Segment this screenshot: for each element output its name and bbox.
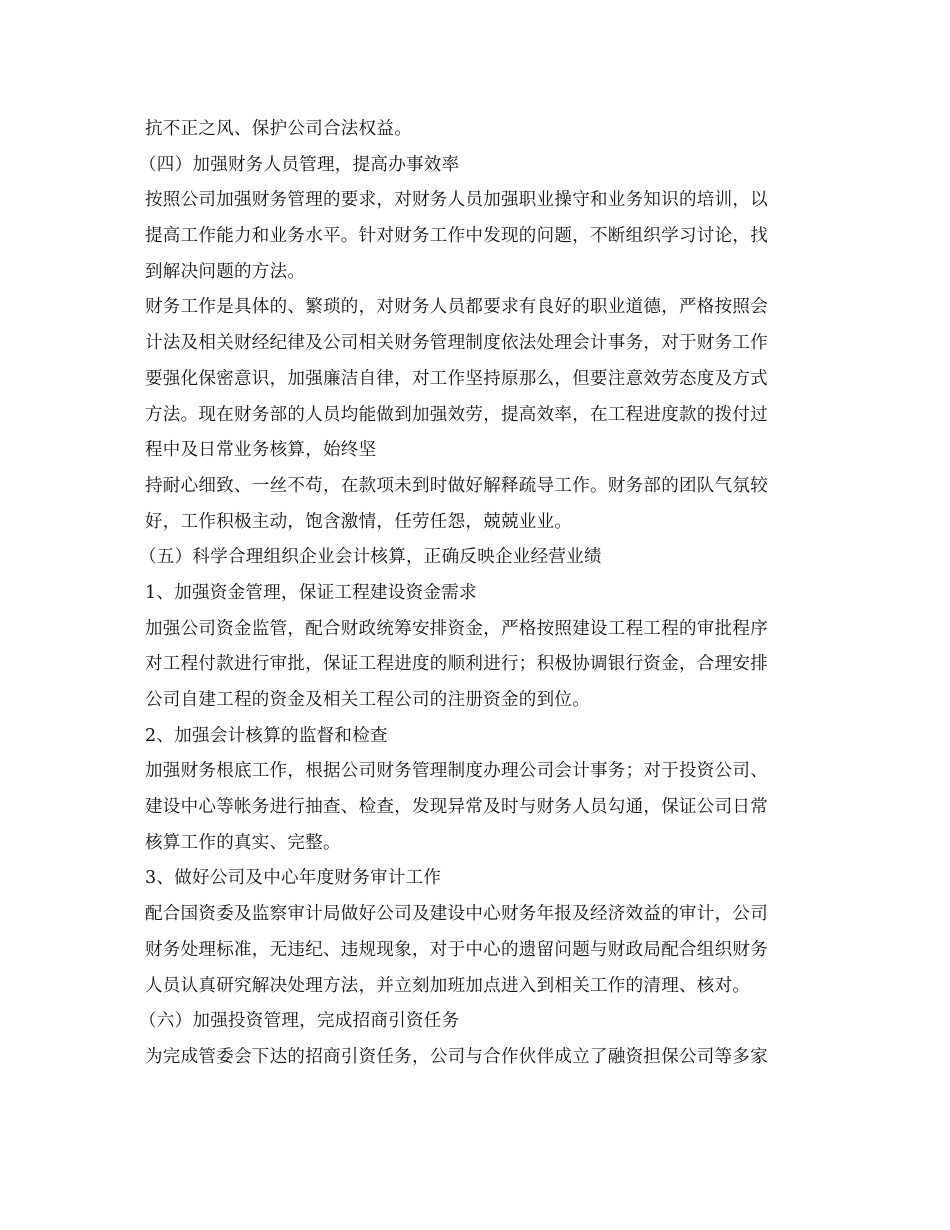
section-heading: （六）加强投资管理，完成招商引资任务 (139, 1011, 460, 1032)
text-line: 按照公司加强财务管理的要求，对财务人员加强职业操守和业务知识的培训，以 (145, 190, 768, 211)
subsection-heading: 2、加强会计核算的监督和检查 (145, 725, 388, 746)
text-line: 对工程付款进行审批，保证工程进度的顺利进行；积极协调银行资金，合理安排 (145, 654, 768, 675)
text-line: 为完成管委会下达的招商引资任务，公司与合作伙伴成立了融资担保公司等多家 (145, 1046, 768, 1067)
text-line: 抗不正之风、保护公司合法权益。 (145, 119, 412, 139)
section-heading: （五）科学合理组织企业会计核算，正确反映企业经营业绩 (139, 547, 602, 568)
text-line: 加强财务根底工作，根据公司财务管理制度办理公司会计事务；对于投资公司、 (145, 761, 768, 782)
section-heading: （四）加强财务人员管理，提高办事效率 (139, 154, 460, 175)
subsection-heading: 3、做好公司及中心年度财务审计工作 (145, 868, 442, 889)
text-line: 要强化保密意识，加强廉洁自律，对工作坚持原那么，但要注意效劳态度及方式 (145, 368, 768, 389)
document-body (139, 112, 805, 1076)
text-line: 公司自建工程的资金及相关工程公司的注册资金的到位。 (145, 690, 590, 710)
text-line: 提高工作能力和业务水平。针对财务工作中发现的问题，不断组织学习讨论，找 (145, 226, 768, 247)
subsection-heading: 1、加强资金管理，保证工程建设资金需求 (145, 582, 477, 603)
text-line: 到解决问题的方法。 (145, 261, 306, 282)
text-line: 方法。现在财务部的人员均能做到加强效劳，提高效率，在工程进度款的拨付过 (145, 404, 768, 425)
text-line: 核算工作的真实、完整。 (145, 832, 341, 853)
text-line: 财务处理标准，无违纪、违规现象，对于中心的遗留问题与财政局配合组织财务 (145, 939, 768, 960)
text-line: 财务工作是具体的、繁琐的，对财务人员都要求有良好的职业道德，严格按照会 (145, 297, 768, 318)
text-line: 配合国资委及监察审计局做好公司及建设中心财务年报及经济效益的审计，公司 (145, 904, 768, 925)
text-line: 建设中心等帐务进行抽查、检查，发现异常及时与财务人员勾通，保证公司日常 (145, 797, 768, 818)
text-line: 加强公司资金监管，配合财政统筹安排资金，严格按照建设工程工程的审批程序 (145, 618, 768, 639)
text-line: 程中及日常业务核算，始终坚 (145, 440, 377, 461)
text-line: 持耐心细致、一丝不苟，在款项未到时做好解释疏导工作。财务部的团队气氛较 (145, 475, 768, 496)
text-line: 人员认真研究解决处理方法，并立刻加班加点进入到相关工作的清理、核对。 (145, 975, 751, 996)
text-line: 好，工作积极主动，饱含激情，任劳任怨，兢兢业业。 (145, 511, 573, 532)
text-line: 计法及相关财经纪律及公司相关财务管理制度依法处理会计事务，对于财务工作 (145, 333, 768, 354)
